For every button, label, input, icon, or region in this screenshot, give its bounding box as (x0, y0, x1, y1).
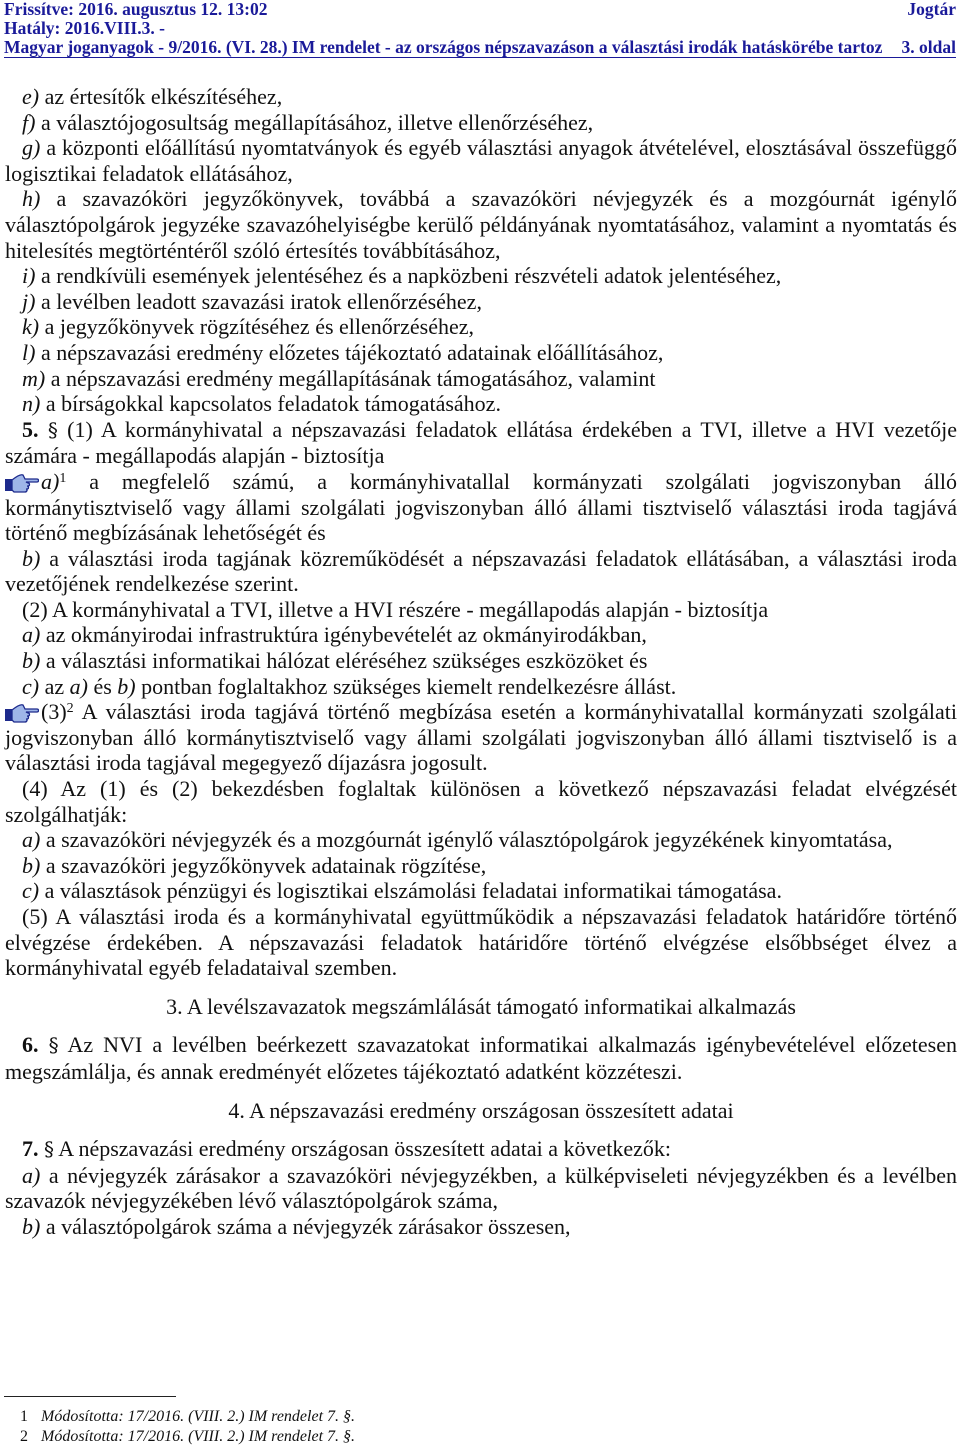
section-5-2-point-a: a) az okmányirodai infrastruktúra igénybevételét az okmányirodákban, (22, 622, 647, 648)
list-item-i: i) a rendkívüli események jelentéséhez és a napközbeni részvételi adatok jelentéséhez, (22, 263, 782, 289)
section-5-point-a: a)$^1$ a megfelelő számú, a kormányhivatallal kormányzati szolgálati jogviszonyban álló kormánytisztviselő vagy állami szolgálati jogviszonyban álló állami tisztviselő választási iroda tagjává történő megbízásának lehetőségét és (5, 468, 957, 546)
section-number: 6. (22, 1032, 39, 1058)
effective-date: Hatály: 2016.VIII.3. - (4, 18, 165, 38)
publisher-name: Jogtár (907, 0, 956, 19)
subtitle-4: 4. A népszavazási eredmény országosan összesített adatai (228, 1097, 734, 1123)
list-item-m: m) a népszavazási eredmény megállapításának támogatásához, valamint (22, 365, 656, 391)
section-link[interactable]: § (47, 417, 58, 442)
section-5-paragraph-2: (2) A kormányhivatal a TVI, illetve a HVI részére - megállapodás alapján - biztosítja (22, 596, 769, 622)
section-link[interactable]: § (44, 1137, 54, 1162)
section-5-4-point-a: a) a szavazóköri névjegyzék és a mozgóurnát igénylő választópolgárok jegyzékének kinyomtatása, (22, 827, 893, 853)
section-7-point-a: a) a névjegyzék zárásakor a szavazóköri névjegyzékben, a külképviseleti névjegyzékben és a levélben szavazók névjegyzékében lévő választópolgárok száma, (5, 1162, 957, 1214)
list-item-j: j) a levélben leadott szavazási iratok ellenőrzéséhez, (22, 288, 482, 314)
section-5-paragraph-4: (4) Az (1) és (2) bekezdésben foglaltak különösen a következő népszavazási feladat elvégzését szolgálhatják: (5, 776, 957, 827)
pointing-hand-icon[interactable] (5, 471, 39, 493)
footnote-2: 2 Módosította: 17/2016. (VIII. 2.) IM rendelet 7. §. (20, 1427, 356, 1445)
section-5-2-point-c: c) az a) és b) pontban foglaltakhoz szükséges kiemelt rendelkezésre állást. (22, 673, 677, 699)
footnote-1: 1 Módosította: 17/2016. (VIII. 2.) IM rendelet 7. §. (20, 1408, 356, 1425)
section-5-4-point-c: c) a választások pénzügyi és logisztikai elszámolási feladatai informatikai támogatása. (22, 878, 782, 904)
section-6: 6. § Az NVI a levélben beérkezett szavazatokat informatikai alkalmazás igénybevételével előzetesen megszámlálja, és annak eredményét előzetes tájékoztató adatként közzéteszi. (5, 1032, 957, 1084)
list-item-k: k) a jegyzőkönyvek rögzítéséhez és ellenőrzéséhez, (22, 314, 474, 340)
footnotes (4, 1396, 956, 1446)
refresh-date: Frissítve: 2016. augusztus 12. 13:02 (4, 0, 268, 19)
pointing-hand-icon[interactable] (5, 701, 39, 723)
section-number: 7. (22, 1136, 39, 1162)
section-5-point-b: b) a választási iroda tagjának közreműködését a népszavazási feladatok ellátásában, a választási iroda vezetőjének rendelkezése szerint. (5, 545, 957, 597)
footnote-divider (4, 1396, 176, 1397)
header-line-2 (4, 19, 956, 38)
section-5-2-point-b: b) a választási informatikai hálózat eléréséhez szükséges eszközöket és (22, 648, 648, 674)
footnote-ref[interactable]: 2 (66, 701, 74, 717)
header-line-3 (4, 38, 956, 58)
subtitle-3: 3. A levélszavazatok megszámlálását támogató informatikai alkalmazás (166, 993, 796, 1019)
list-item-e: e) az értesítők elkészítéséhez, (22, 84, 283, 109)
page-number: 3. oldal (901, 37, 956, 57)
section-number: 5. (22, 416, 39, 442)
section-5-paragraph-5: (5) A választási iroda és a kormányhivatal együttműködik a népszavazási feladatok határidőre történő elvégzése érdekében. A népszavazási feladatok határidőre történő elvégzése elsőbbséget élvez a kormányhivatal egyéb feladataival szemben. (5, 904, 957, 981)
list-item-g: g) a központi előállítású nyomtatványok és egyéb választási anyagok átvételével, elosztásával összefüggő logisztikai feladatok ellátásához, (5, 135, 958, 186)
document-title: Magyar joganyagok - 9/2016. (VI. 28.) IM rendelet - az országos népszavazáson a választási irodák hatáskörébe tartoz (4, 37, 883, 57)
list-item-f: f) a választójogosultság megállapításához, illetve ellenőrzéséhez, (22, 109, 594, 135)
page-header (4, 0, 956, 58)
section-7: 7. § A népszavazási eredmény országosan összesített adatai a következők: (22, 1136, 671, 1162)
section-link[interactable]: § (48, 1033, 59, 1058)
list-item-l: l) a népszavazási eredmény előzetes tájékoztató adatainak előállításához, (22, 339, 664, 365)
footnote-ref[interactable]: 1 (59, 470, 67, 486)
section-5-paragraph-1: 5. § (1) A kormányhivatal a népszavazási feladatok ellátása érdekében a TVI, illetve a HVI vezetője számára - megállapodás alapján - biztosítja (5, 416, 957, 469)
header-line-1 (4, 0, 956, 19)
section-5-paragraph-3: $(3)^2$ A választási iroda tagjává történő megbízása esetén a kormányhivatallal kormányzati szolgálati jogviszonyban álló kormánytisztviselő vagy állami szolgálati jogviszonyban álló állami tisztviselő is a választási iroda tagjával megegyező díjazásra jogosult. (5, 699, 957, 776)
section-7-point-b: b) a választópolgárok száma a névjegyzék zárásakor összesen, (22, 1213, 571, 1239)
section-5-4-point-b: b) a szavazóköri jegyzőkönyvek adatainak rögzítése, (22, 852, 487, 878)
list-item-h: h) a szavazóköri jegyzőkönyvek, továbbá a szavazóköri névjegyzék és a mozgóurnát igénylő választópolgárok jegyzéke szavazóhelyiségbe kerülő példányának nyomtatásához, valamint a nyomtatás és hitelesítés megtörténtéről szóló értesítés továbbításához, (5, 186, 958, 263)
document-body (5, 84, 957, 1240)
list-item-n: n) a bírságokkal kapcsolatos feladatok támogatásához. (22, 391, 501, 417)
